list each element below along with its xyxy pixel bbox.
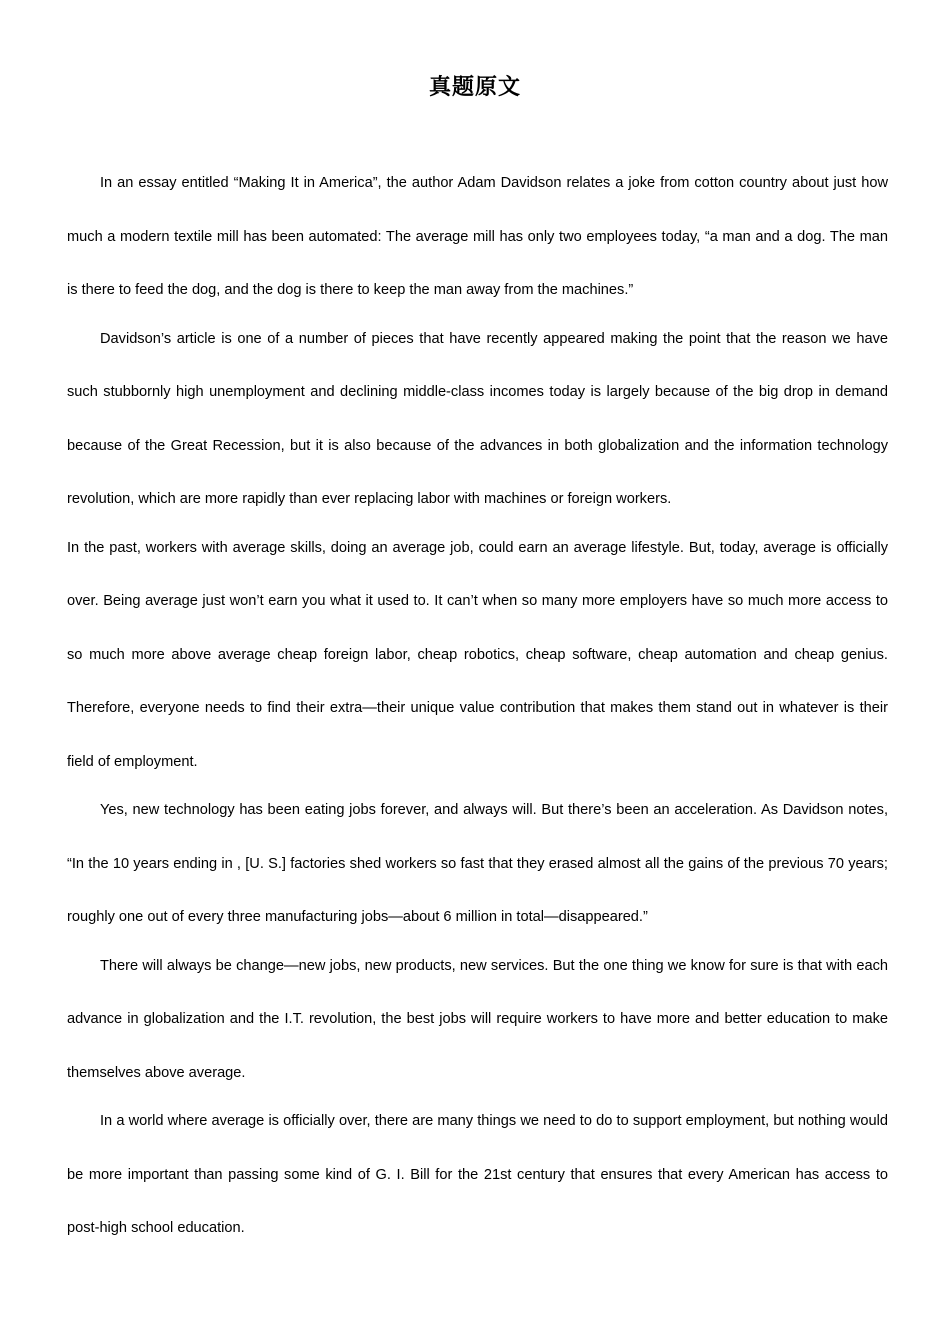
paragraph-3: In the past, workers with average skills, doing an average job, could earn an average lifestyle. But, today, average is officially over. Being average just won’t earn you what it used to. It can’t when so many more employers have so much more access to so much more above average cheap foreign labor, cheap robotics, cheap software, cheap automation and cheap genius. Therefore, everyone needs to find their extra—their unique value contribution that makes them stand out in whatever is their field of employment.	[67, 539, 888, 770]
paragraph-5: There will always be change—new jobs, new products, new services. But the one thing we know for sure is that with each advance in globalization and the I.T. revolution, the best jobs will require workers to have more and better education to make themselves above average.	[67, 957, 888, 1081]
paragraph-4: Yes, new technology has been eating jobs forever, and always will. But there’s been an acceleration. As Davidson notes, “In the 10 years ending in , [U. S.] factories shed workers so fast that they erased almost all the gains of the previous 70 years; roughly one out of every three manufacturing jobs—about 6 million in total—disappeared.”	[67, 802, 888, 925]
article-body	[67, 157, 888, 1256]
paragraph-2: Davidson’s article is one of a number of pieces that have recently appeared making the point that the reason we have such stubbornly high unemployment and declining middle-class incomes today is largely because of the big drop in demand because of the Great Recession, but it is also because of the advances in both globalization and the information technology revolution, which are more rapidly than ever replacing labor with machines or foreign workers.	[67, 330, 888, 507]
paragraph-1: In an essay entitled “Making It in America”, the author Adam Davidson relates a joke from cotton country about just how much a modern textile mill has been automated: The average mill has only two employees today, “a man and a dog. The man is there to feed the dog, and the dog is there to keep the man away from the machines.”	[67, 175, 888, 298]
paragraph-6: In a world where average is officially over, there are many things we need to do to support employment, but nothing would be more important than passing some kind of G. I. Bill for the 21st century that ensures that every American has access to post-high school education.	[67, 1113, 888, 1236]
page-title: 真题原文	[428, 75, 521, 100]
